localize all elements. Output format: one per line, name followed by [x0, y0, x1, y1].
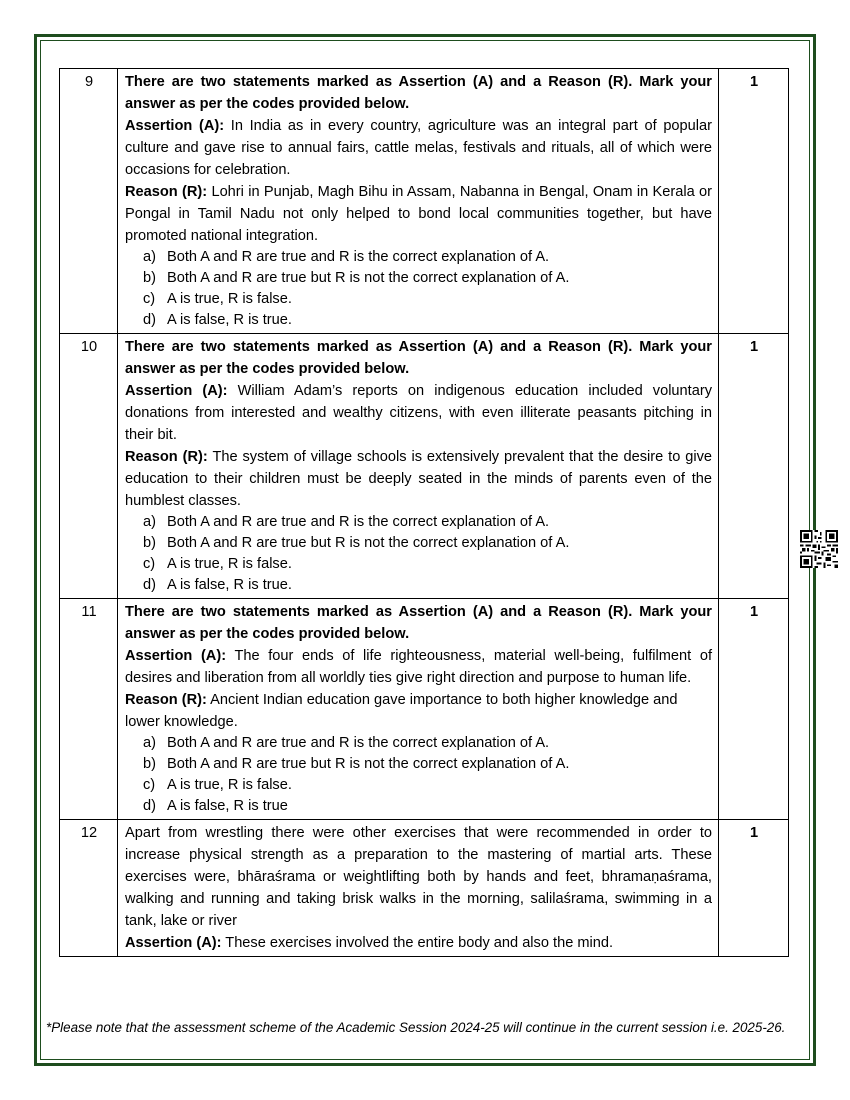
- option-letter: c): [143, 291, 156, 307]
- option-letter: b): [143, 535, 156, 551]
- reason-label: Reason (R):: [125, 184, 208, 200]
- question-marks: 1: [719, 820, 789, 957]
- option-letter: c): [143, 556, 156, 572]
- question-passage: Apart from wrestling there were other exercises that were recommended in order to increase physical strength as a preparation to the mastering of martial arts. These exercises were, bhāraśrama or weightlifting both by hands and feet, bhramaṇaśrama, walking and running and taking brisk walks in the morning, salilaśrama, swimming in a tank, lake or river: [125, 825, 712, 929]
- option-text: Both A and R are true but R is not the correct explanation of A.: [167, 756, 570, 772]
- option-letter: d): [143, 577, 156, 593]
- question-row-10: [60, 334, 789, 599]
- assertion-label: Assertion (A):: [125, 935, 222, 951]
- reason-label: Reason (R):: [125, 692, 207, 708]
- assertion-text: These exercises involved the entire body and also the mind.: [225, 935, 614, 951]
- question-row-9: [60, 69, 789, 334]
- option-letter: d): [143, 312, 156, 328]
- option-c: [143, 289, 712, 310]
- question-marks: 1: [719, 599, 789, 820]
- reason: [125, 689, 712, 733]
- options-list: [125, 247, 712, 331]
- option-a: [143, 733, 712, 754]
- question-body: [118, 334, 719, 599]
- question-row-12: [60, 820, 789, 957]
- options-list: [125, 733, 712, 817]
- option-b: [143, 754, 712, 775]
- reason-label: Reason (R):: [125, 449, 208, 465]
- assertion-label: Assertion (A):: [125, 118, 225, 134]
- reason-text: The system of village schools is extensively prevalent that the desire to give education to their children must be deeply seated in the minds of parents even of the humblest classes.: [125, 449, 713, 509]
- assertion-text: The four ends of life righteousness, material well-being, fulfilment of desires and liberation from all worldly ties give right direction and purpose to human life.: [125, 648, 712, 686]
- option-text: A is false, R is true.: [167, 577, 292, 593]
- question-row-11: [60, 599, 789, 820]
- assertion-label: Assertion (A):: [125, 648, 227, 664]
- question-body: [118, 820, 719, 957]
- assertion-text: In India as in every country, agriculture was an integral part of popular culture and gave rise to annual fairs, cattle melas, festivals and rituals, all of which were occasions for celebration.: [125, 118, 712, 178]
- qr-code-icon: [800, 530, 838, 568]
- option-text: A is true, R is false.: [167, 291, 292, 307]
- option-c: [143, 775, 712, 796]
- question-number: 9: [60, 69, 118, 334]
- option-letter: b): [143, 270, 156, 286]
- option-letter: b): [143, 756, 156, 772]
- question-number: 10: [60, 334, 118, 599]
- option-letter: d): [143, 798, 156, 814]
- assertion: [125, 932, 712, 954]
- question-number: 12: [60, 820, 118, 957]
- option-text: A is false, R is true: [167, 798, 288, 814]
- option-text: A is true, R is false.: [167, 556, 292, 572]
- reason-text: Ancient Indian education gave importance to both higher knowledge and lower knowledge.: [125, 692, 678, 730]
- assertion-text: William Adam’s reports on indigenous education included voluntary donations from interested and wealthy citizens, with even illiterate peasants pitching in their bit.: [125, 383, 712, 443]
- options-list: [125, 512, 712, 596]
- option-text: Both A and R are true but R is not the correct explanation of A.: [167, 535, 570, 551]
- option-letter: c): [143, 777, 156, 793]
- option-c: [143, 554, 712, 575]
- question-number: 11: [60, 599, 118, 820]
- option-text: A is false, R is true.: [167, 312, 292, 328]
- reason: [125, 181, 712, 247]
- option-text: A is true, R is false.: [167, 777, 292, 793]
- option-text: Both A and R are true and R is the correct explanation of A.: [167, 735, 550, 751]
- option-d: [143, 310, 712, 331]
- option-a: [143, 512, 712, 533]
- question-instruction: There are two statements marked as Assertion (A) and a Reason (R). Mark your answer as per the codes provided below.: [125, 74, 712, 112]
- option-b: [143, 533, 712, 554]
- question-body: [118, 69, 719, 334]
- assertion-label: Assertion (A):: [125, 383, 228, 399]
- option-text: Both A and R are true but R is not the correct explanation of A.: [167, 270, 570, 286]
- option-d: [143, 796, 712, 817]
- option-letter: a): [143, 249, 156, 265]
- option-letter: a): [143, 514, 156, 530]
- question-marks: 1: [719, 69, 789, 334]
- assertion: [125, 380, 712, 446]
- option-d: [143, 575, 712, 596]
- reason-text: Lohri in Punjab, Magh Bihu in Assam, Nabanna in Bengal, Onam in Kerala or Pongal in Tamil Nadu not only helped to bond local communities together, but have promoted national integration.: [125, 184, 712, 244]
- question-instruction: There are two statements marked as Assertion (A) and a Reason (R). Mark your answer as per the codes provided below.: [125, 604, 712, 642]
- option-letter: a): [143, 735, 156, 751]
- questions-table: [59, 68, 789, 957]
- option-text: Both A and R are true and R is the correct explanation of A.: [167, 249, 550, 265]
- option-a: [143, 247, 712, 268]
- question-instruction: There are two statements marked as Assertion (A) and a Reason (R). Mark your answer as per the codes provided below.: [125, 339, 712, 377]
- question-marks: 1: [719, 334, 789, 599]
- option-b: [143, 268, 712, 289]
- question-body: [118, 599, 719, 820]
- reason: [125, 446, 712, 512]
- footnote: *Please note that the assessment scheme of the Academic Session 2024-25 will continue in the current session i.e. 2025-26.: [46, 1020, 786, 1035]
- assertion: [125, 645, 712, 689]
- option-text: Both A and R are true and R is the correct explanation of A.: [167, 514, 550, 530]
- assertion: [125, 115, 712, 181]
